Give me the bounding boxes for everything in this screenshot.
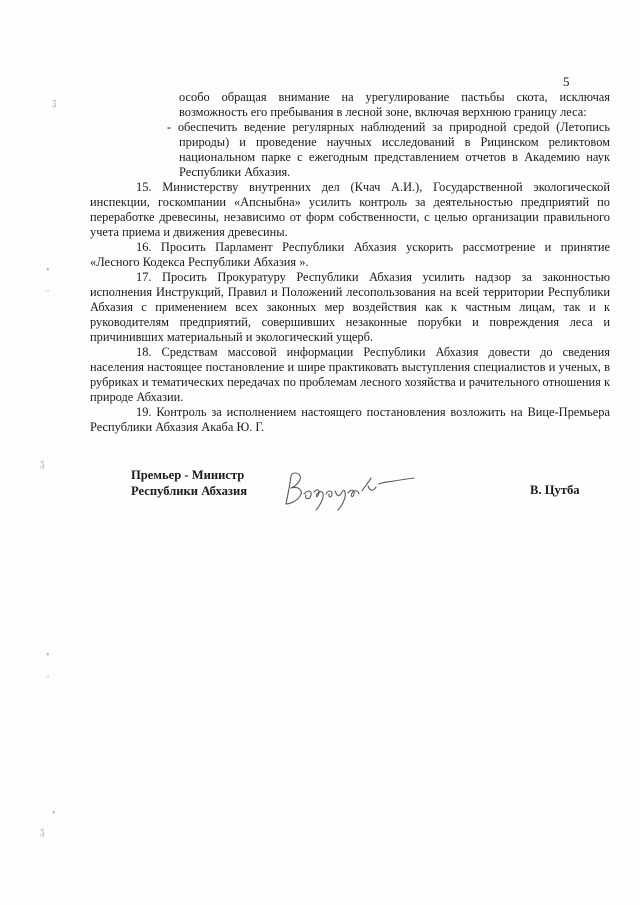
scan-mark: ʓ	[40, 458, 45, 469]
scan-mark: ʓ	[52, 97, 57, 108]
scan-mark: ◦	[46, 672, 50, 683]
scan-mark: •	[46, 650, 50, 661]
scan-mark: ◦	[46, 286, 50, 297]
signatory-title-line2: Республики Абхазия	[131, 484, 248, 498]
paragraph-17: 17. Просить Прокуратуру Республики Абхазия усилить надзор за законностью исполнения Инструкций, Правил и Положений лесопользования на всей территории Республики Абхазия с применением всех законных мер воздействия как к частным лицам, так и к руководителям предприятий, совершивших незаконные порубки и повреждения леса и причинивших материальный и экологический ущерб.	[90, 270, 610, 344]
paragraph-15: 15. Министерству внутренних дел (Кчач А.И.), Государственной экологической инспекции, госкомпании «Апсныбна» усилить контроль за деятельностью предприятий по переработке древесины, независимо от форм собственности, с целью организации правильного учета приема и движения древесины.	[90, 180, 610, 239]
scan-mark: •	[46, 265, 50, 276]
signatory-title-line1: Премьер - Министр	[131, 468, 245, 482]
scan-mark: ʓ	[40, 826, 45, 837]
scan-mark: •	[52, 808, 56, 819]
continuation-text: особо обращая внимание на урегулирование пастьбы скота, исключая возможность его пребывания в лесной зоне, включая верхнюю границу леса:	[179, 90, 610, 119]
paragraph-19: 19. Контроль за исполнением настоящего постановления возложить на Вице-Премьера Республики Абхазия Акаба Ю. Г.	[90, 405, 610, 434]
body-text	[90, 90, 610, 435]
signatory-name: В. Цутба	[530, 483, 580, 497]
paragraph-16: 16. Просить Парламент Республики Абхазия ускорить рассмотрение и принятие «Лесного Кодекса Республики Абхазия ».	[90, 240, 610, 269]
paragraph-18: 18. Средствам массовой информации Республики Абхазия довести до сведения населения настоящее постановление и шире практиковать выступления специалистов и ученых, в рубриках и тематических передачах по проблемам лесного хозяйства и рачительного отношения к природе Абхазии.	[90, 345, 610, 404]
page-number: 5	[563, 74, 570, 89]
bullet-item: - обеспечить ведение регулярных наблюдений за природной средой (Летопись природы) и проведение научных исследований в Рицинском реликтовом национальном парке с ежегодным представлением отчетов в Академию наук Республики Абхазия.	[167, 120, 610, 179]
handwritten-signature	[282, 464, 422, 514]
signatory-title	[131, 467, 247, 499]
